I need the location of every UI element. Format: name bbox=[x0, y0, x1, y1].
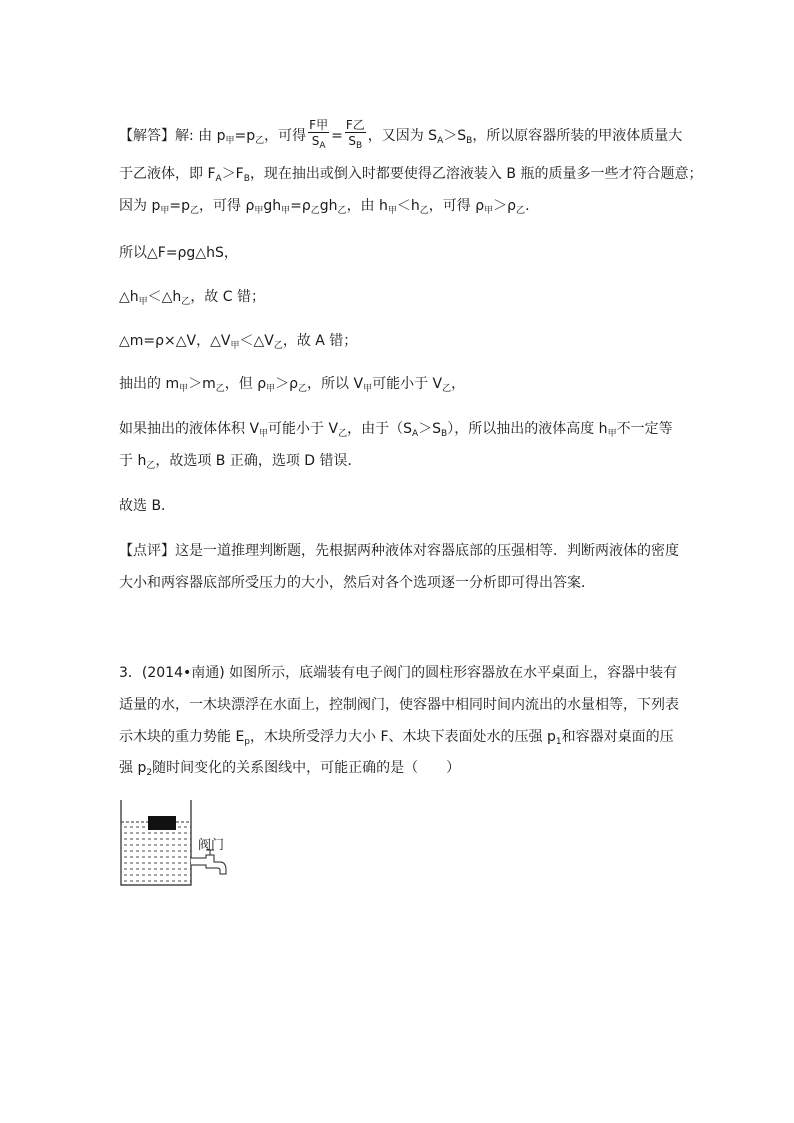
question-line-3: 示木块的重力势能 $E_p$，木块所受浮力大小 F、木块下表面处水的压强 $p_1$和容器对桌面的压 bbox=[119, 729, 674, 747]
valve-icon bbox=[191, 855, 226, 874]
solution-line-6: △m=ρ×△V，$\triangle V_甲<\triangle V_乙$，故 A 错； bbox=[119, 333, 358, 351]
solution-line-7: 抽出的 $m_甲>m_乙$，但 $\rho_甲>\rho_乙$，所以 $V_甲$可能小于 $V_乙$， bbox=[119, 376, 466, 394]
solution-line-8: 如果抽出的液体体积 $V_甲$可能小于 $V_乙$，由于$(S_A>S_B)$，所以抽出的液体高度 $h_甲$不一定等 bbox=[119, 421, 673, 439]
solution-line-4: 所以△F=ρg△hS， bbox=[119, 245, 238, 261]
valve-label: 阀门 bbox=[198, 838, 225, 853]
comment-line-1: 【点评】这是一道推理判断题，先根据两种液体对容器底部的压强相等．判断两液体的密度 bbox=[119, 543, 679, 559]
solution-line-1: 【解答】解: 由 $p_甲=p_乙$，可得 $\frac{\text{F甲}}{S_A}$ = $\frac{\text{F乙}}{S_B}$ ，又因为 $S_A>S_B$，所以原容器所装的甲液体质量大 bbox=[119, 118, 682, 154]
wood-block bbox=[148, 816, 176, 830]
water bbox=[121, 822, 191, 885]
question-line-1: 3．(2014•南通) 如图所示，底端装有电子阀门的圆柱形容器放在水平桌面上，容器中装有 bbox=[119, 665, 678, 681]
comment-line-2: 大小和两容器底部所受压力的大小，然后对各个选项逐一分析即可得出答案． bbox=[119, 575, 595, 591]
fraction-F-jia-over-S-A: $\frac{\text{F甲}}{S_A}$ bbox=[308, 118, 329, 154]
container-figure bbox=[118, 800, 238, 890]
question-line-4: 强 $p_2$随时间变化的关系图线中，可能正确的是（ ） bbox=[119, 760, 461, 778]
question-line-2: 适量的水，一木块漂浮在水面上，控制阀门，使容器中相同时间内流出的水量相等，下列表 bbox=[119, 697, 679, 713]
fraction-F-yi-over-S-B: $\frac{\text{F乙}}{S_B}$ bbox=[345, 118, 366, 154]
solution-line-9: 于 $h_乙$，故选项 B 正确，选项 D 错误． bbox=[119, 453, 362, 471]
solution-line-3: 因为 $p_甲=p_乙$，可得 $\rho_甲gh_甲=\rho_乙gh_乙$，由 $h_甲<h_乙$，可得 $\rho_甲>\rho_乙$. bbox=[119, 198, 530, 216]
solution-label: 【解答】 bbox=[119, 128, 175, 144]
solution-line-2: 于乙液体，即 $F_A>F_B$，现在抽出或倒入时都要使得乙溶液装入 B 瓶的质量多一些才符合题意； bbox=[119, 166, 703, 184]
solution-conclusion: 故选 B． bbox=[119, 498, 176, 514]
solution-line-5: $\triangle h_甲<\triangle h_乙$，故 C 错； bbox=[119, 289, 265, 307]
